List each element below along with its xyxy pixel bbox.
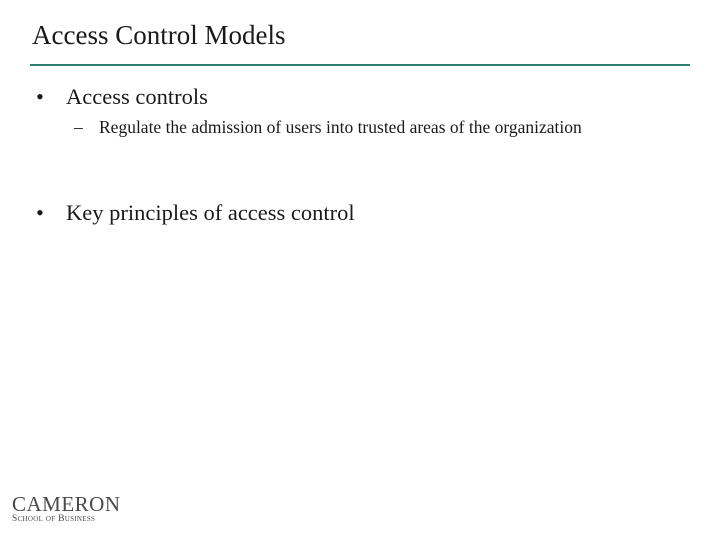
logo-wordmark: CAMERON <box>12 492 121 516</box>
bullet-item <box>36 83 208 111</box>
bullet-text: Access controls <box>66 84 208 109</box>
bullet-item <box>36 199 355 227</box>
sub-bullet-text: Regulate the admission of users into trusted areas of the organization <box>99 117 582 137</box>
bullet-marker: • <box>36 200 44 225</box>
bullet-text: Key principles of access control <box>66 200 355 225</box>
logo-subtitle: School of Business <box>12 514 96 524</box>
bullet-marker: • <box>36 84 44 109</box>
title-divider <box>30 64 690 66</box>
sub-bullet-item <box>74 116 634 138</box>
cameron-logo <box>12 494 121 525</box>
slide-title: Access Control Models <box>32 20 286 50</box>
sub-bullet-marker: – <box>74 117 83 137</box>
